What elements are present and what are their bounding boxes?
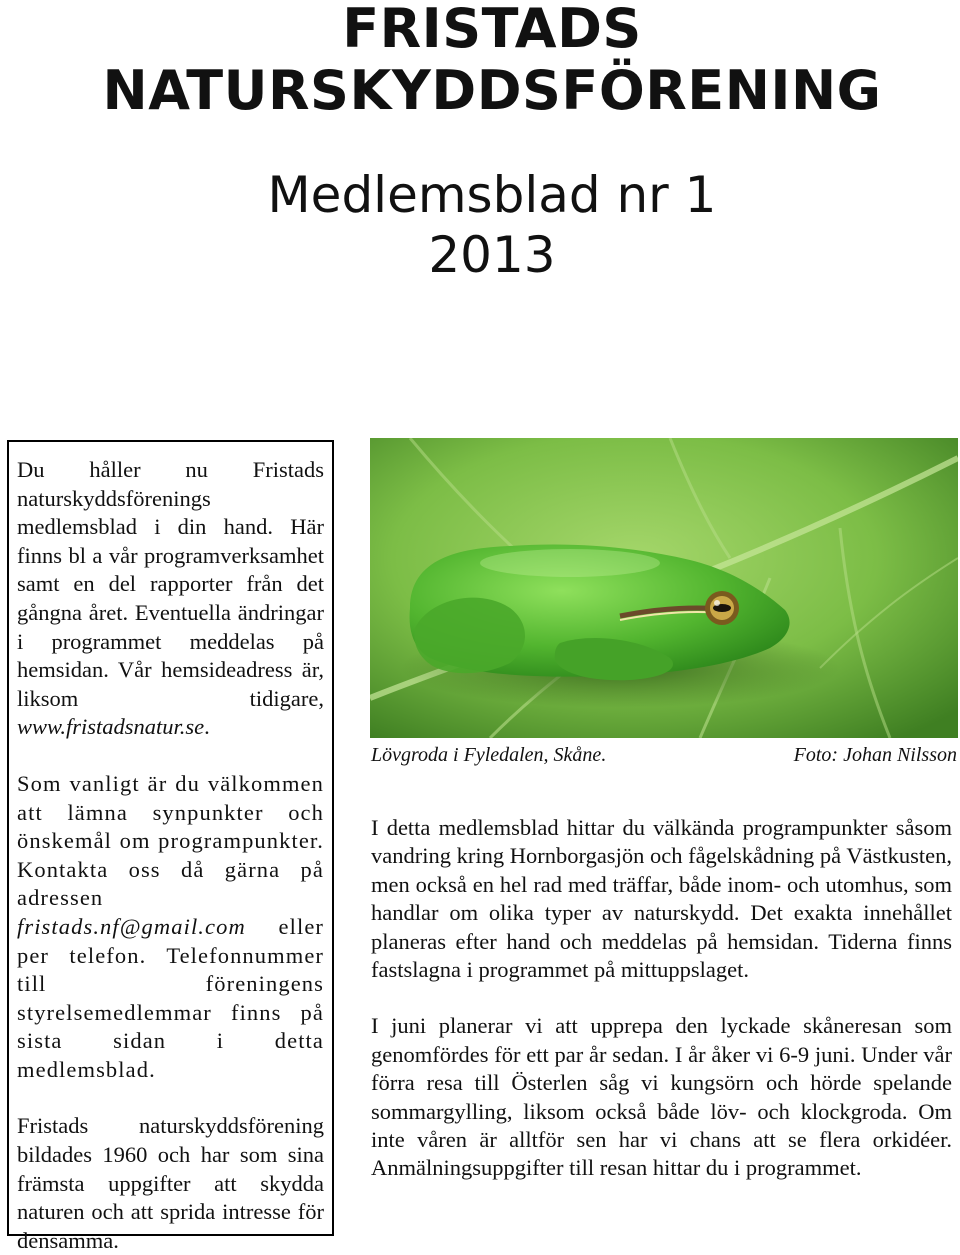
caption-text: Lövgroda i Fyledalen, Skåne. (371, 744, 607, 766)
tree-frog-photo (370, 438, 958, 738)
title-line-1: FRISTADS (342, 0, 642, 60)
intro-paragraph-1 (17, 456, 324, 742)
email-link[interactable]: fristads.nf@gmail.com (17, 913, 246, 939)
subtitle-year: 2013 (428, 226, 556, 284)
intro-p2-start: Som vanligt är du välkommen att lämna synpunkter och önskemål om programpunkter. Kontakta oss då gärna på adressen (17, 770, 324, 911)
photo-caption (371, 744, 957, 766)
main-paragraph-2: I juni planerar vi att upprepa den lyckade skåneresan som genomfördes för ett par år sedan. I år åker vi 6-9 juni. Under vår förra resa till Österlen såg vi kungsörn och hörde spelande sommargylling, liksom också både löv- och klockgroda. Om inte våren är alltför sen har vi chans att se flera orkidéer. Anmälningsuppgifter till resan hittar du i programmet. (371, 1013, 952, 1181)
photo-credit: Foto: Johan Nilsson (793, 744, 957, 766)
tree-frog-photo-icon (370, 438, 958, 738)
main-paragraph-1: I detta medlemsblad hittar du välkända programpunkter såsom vandring kring Hornborgasjön och fågelskådning på Västkusten, men också en hel rad med träffar, både inom- och utomhus, som handlar om olika typer av naturskydd. Det exakta innehållet planeras efter hand och meddelas på hemsidan. Tiderna finns fastslagna i programmet på mittuppslaget. (371, 815, 952, 983)
intro-p1-text: Du håller nu Fristads naturskyddsförenings medlemsblad i din hand. Här finns bl a vår programverksamhet samt en del rapporter från det gångna året. Eventuella ändringar i programmet meddelas på hemsidan. Vår hemsideadress är, liksom tidigare, (17, 457, 324, 711)
website-link[interactable]: www.fristadsnatur.se (17, 714, 205, 740)
subtitle-issue: Medlemsblad nr 1 (267, 166, 717, 224)
intro-paragraph-2 (17, 770, 324, 1085)
title-line-2: NATURSKYDDSFÖRENING (102, 59, 882, 122)
intro-p1-end: . (204, 714, 210, 740)
intro-p2-end: eller per telefon. Telefonnummer till föreningens styrelsemedlemmar finns på sista sidan i detta medlemsblad. (17, 913, 324, 1082)
main-column (371, 814, 952, 1211)
intro-paragraph-3: Fristads naturskyddsförening bildades 1960 och har som sina främsta uppgifter att skydda naturen och att sprida intresse för densamma. (17, 1113, 324, 1253)
intro-box (7, 440, 334, 1253)
